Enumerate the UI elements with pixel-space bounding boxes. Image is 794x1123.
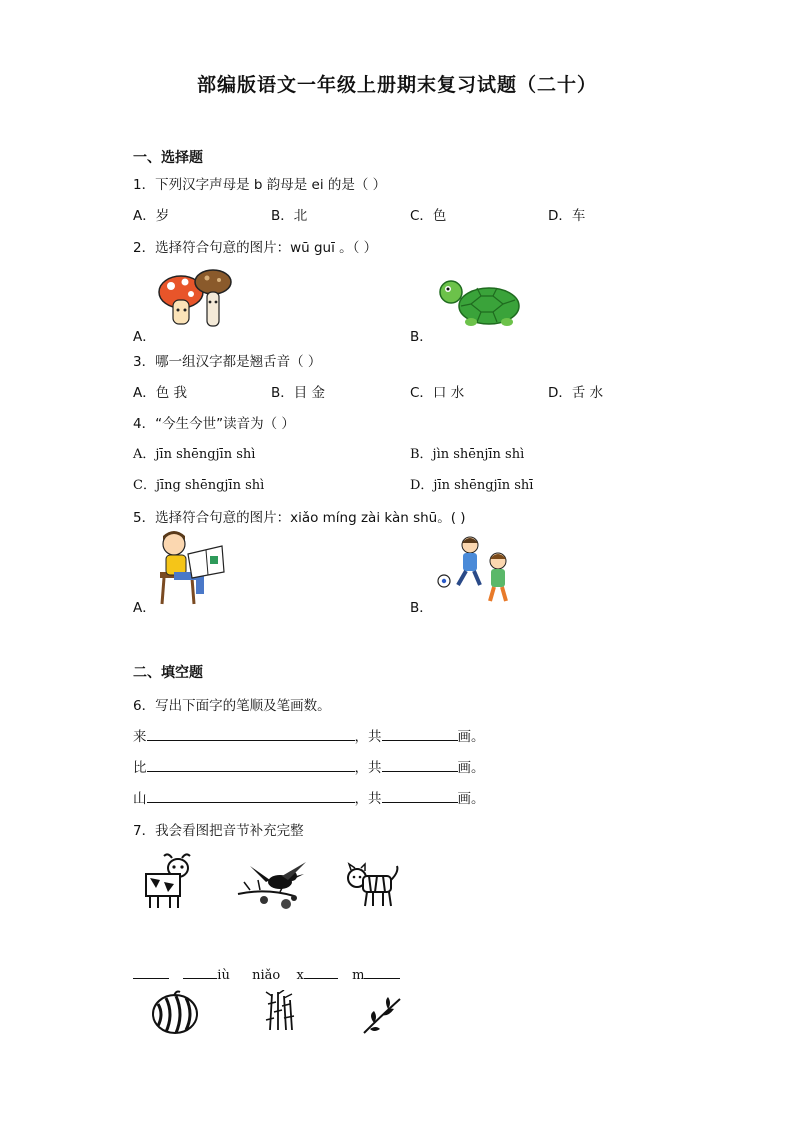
stroke-row-bi: [133, 756, 485, 776]
question-6: 6．写出下面字的笔顺及笔画数。: [133, 698, 331, 714]
q4-option-a[interactable]: A．jīn shēngjīn shì: [133, 447, 256, 462]
question-3: 3．哪一组汉字都是翘舌音（ ）: [133, 354, 322, 370]
q1-option-a[interactable]: A．岁: [133, 208, 170, 224]
stroke-order-blank[interactable]: [147, 757, 355, 772]
stroke-count-blank[interactable]: [382, 726, 458, 741]
stroke-row-lai: [133, 725, 485, 745]
question-1: 1．下列汉字声母是 b 韵母是 ei 的是（ ）: [133, 177, 387, 193]
cow-image: [142, 852, 198, 910]
stroke-row-mid: ，共: [354, 760, 382, 776]
question-4: 4．“今生今世”读音为（ ）: [133, 416, 295, 432]
stroke-order-blank[interactable]: [147, 788, 355, 803]
q3-option-c[interactable]: C．口 水: [410, 385, 465, 401]
stroke-order-blank[interactable]: [147, 726, 355, 741]
boy-reading-image: [152, 528, 230, 606]
q4-option-d[interactable]: D．jīn shēngjīn shī: [410, 478, 534, 493]
q1-option-b[interactable]: B．北: [271, 208, 308, 224]
stroke-count-blank[interactable]: [382, 757, 458, 772]
stroke-row-end: 画。: [457, 791, 485, 807]
seedling-image: [360, 995, 404, 1035]
stroke-row-char: 来: [133, 729, 147, 745]
stroke-row-end: 画。: [457, 760, 485, 776]
tiger-image: [345, 862, 401, 910]
bamboo-image: [262, 990, 298, 1030]
pinyin-blank[interactable]: [364, 964, 400, 979]
stroke-row-mid: ，共: [354, 729, 382, 745]
pinyin-blank[interactable]: [183, 964, 217, 979]
stroke-row-mid: ，共: [354, 791, 382, 807]
q3-option-b[interactable]: B．目 金: [271, 385, 326, 401]
question-7: 7．我会看图把音节补充完整: [133, 823, 304, 839]
pinyin-fragment-x: x: [296, 968, 304, 983]
section-heading-choice: 一、选择题: [133, 150, 203, 166]
q3-option-d[interactable]: D．舌 水: [548, 385, 604, 401]
stroke-row-char: 山: [133, 791, 147, 807]
watermelon-image: [150, 990, 200, 1036]
pinyin-fill-row: [133, 964, 400, 983]
question-5: 5．选择符合句意的图片：xiǎo míng zài kàn shū。( ): [133, 510, 466, 526]
q1-option-d[interactable]: D．车: [548, 208, 586, 224]
q4-option-b[interactable]: B．jìn shēnjīn shì: [410, 447, 525, 462]
bird-on-branch-image: [236, 860, 318, 910]
stroke-row-char: 比: [133, 760, 147, 776]
stroke-row-shan: [133, 787, 485, 807]
mushroom-image: [155, 266, 237, 330]
q5-option-a[interactable]: A．: [133, 600, 156, 616]
q4-option-c[interactable]: C．jīng shēngjīn shì: [133, 478, 265, 493]
turtle-image: [437, 276, 527, 330]
pinyin-fragment-niao: niǎo: [252, 968, 281, 983]
section-heading-fill: 二、填空题: [133, 665, 203, 681]
pinyin-blank[interactable]: [133, 964, 169, 979]
page-title: 部编版语文一年级上册期末复习试题（二十）: [196, 74, 597, 96]
pinyin-fragment-m: m: [352, 968, 365, 983]
pinyin-fragment-iu: iù: [217, 968, 230, 983]
stroke-count-blank[interactable]: [382, 788, 458, 803]
q2-option-b[interactable]: B．: [410, 329, 433, 345]
stroke-row-end: 画。: [457, 729, 485, 745]
q5-option-b[interactable]: B．: [410, 600, 433, 616]
q2-option-a[interactable]: A．: [133, 329, 156, 345]
q1-option-c[interactable]: C．色: [410, 208, 447, 224]
kids-playing-football-image: [436, 535, 516, 607]
q3-option-a[interactable]: A．色 我: [133, 385, 188, 401]
question-2: 2．选择符合句意的图片：wū guī 。（ ）: [133, 240, 378, 256]
pinyin-blank[interactable]: [304, 964, 338, 979]
